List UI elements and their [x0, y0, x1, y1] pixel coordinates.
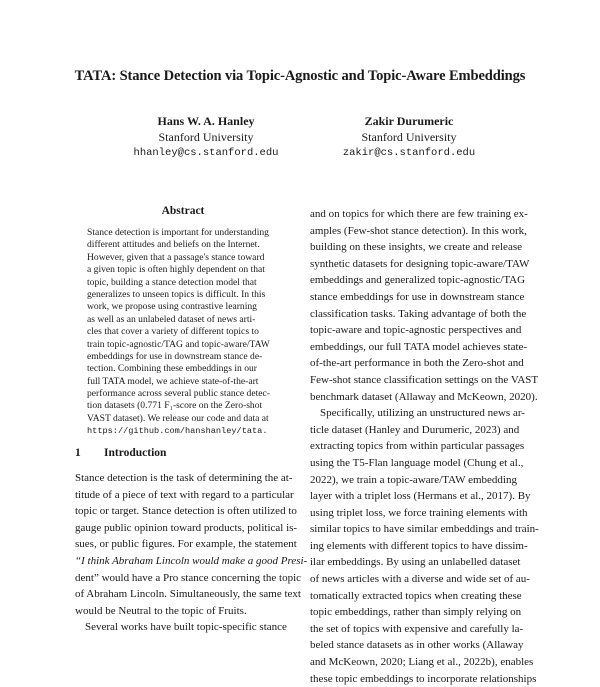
body-line: these topic embeddings to incorporate relationships [310, 672, 537, 685]
section-heading [75, 447, 166, 459]
body-line: embeddings, our full TATA model achieves state- [310, 340, 528, 353]
abstract-line: generalizes to unseen topics is difficult. In this [87, 288, 266, 300]
author-block-2 [299, 113, 519, 161]
section-number: 1 [75, 447, 81, 459]
abstract-line: cles that cover a variety of different topics to [87, 326, 259, 338]
body-line: using triplet loss, we force training elements with [310, 506, 528, 519]
body-line: the set of topics with expensive and carefully la- [310, 622, 524, 635]
abstract-line: Stance detection is important for understanding [87, 227, 269, 238]
body-line: extracting topics from within particular passages [310, 440, 525, 453]
body-line: embeddings and generalized topic-agnostic/TAG [310, 274, 526, 287]
body-line: similar topics to have similar embeddings and train- [310, 523, 539, 536]
body-line: of news articles with a diverse and wide set of au- [310, 573, 530, 586]
body-line: amples (Few-shot stance detection). In this work, [310, 224, 527, 237]
author-name: Hans W. A. Hanley [157, 114, 255, 128]
body-line: Few-shot stance classification settings on the VAST [310, 373, 539, 386]
body-line: and on topics for which there are few training ex- [310, 208, 528, 220]
body-line: ing elements with different topics to have dissim- [310, 539, 528, 552]
body-line: ilar embeddings. By using an unlabelled dataset [310, 556, 521, 569]
author-email: hhanley@cs.stanford.edu [133, 147, 279, 159]
abstract-line: embeddings for use in downstream stance de- [87, 350, 263, 362]
body-line: using the T5-Flan language model (Chung et al., [310, 456, 524, 469]
body-line: ticle dataset (Hanley and Durumeric, 2023) and [310, 423, 520, 436]
intro-line: would be Neutral to the topic of Fruits. [75, 604, 247, 617]
intro-line: sues, or public figures. For example, the statement [75, 538, 297, 551]
section-title: Introduction [104, 447, 167, 459]
paper-title: TATA: Stance Detection via Topic-Agnostic and Topic-Aware Embeddings [74, 68, 526, 84]
author-block-1 [96, 113, 316, 161]
intro-line: gauge public opinion toward products, political is- [75, 521, 298, 534]
body-line: topic embeddings, rather than simply relying on [310, 606, 522, 619]
author-name: Zakir Durumeric [364, 114, 454, 128]
author-email: zakir@cs.stanford.edu [342, 147, 476, 159]
author-affiliation: Stanford University [158, 130, 254, 144]
intro-line: of Abraham Lincoln. Simultaneously, the same text [75, 588, 301, 601]
abstract-line: However, given that a passage's stance toward [87, 251, 265, 263]
body-line: topic-aware and topic-agnostic perspectives and [310, 324, 522, 337]
intro-line: Several works have built topic-specific stance [85, 621, 287, 634]
abstract-line: as well as an unlabeled dataset of news arti- [87, 313, 256, 325]
body-line: beled stance datasets as in other works (Allaway [310, 639, 524, 652]
body-line: layer with a triplet loss (Hermans et al., 2017). By [310, 490, 531, 503]
intro-line: topic or target. Stance detection is often utilized to [75, 505, 297, 518]
body-line: building on these insights, we create and release [310, 241, 522, 254]
abstract-line: train topic-agnostic/TAG and topic-aware/TAW [87, 338, 270, 350]
abstract-line: performance across several public stance detec- [87, 388, 270, 400]
body-line: Specifically, utilizing an unstructured news ar- [320, 407, 525, 420]
intro-body [75, 470, 308, 636]
intro-line: Stance detection is the task of determining the at- [75, 472, 293, 484]
intro-line: titude of a piece of text with regard to a particular [75, 488, 294, 501]
intro-line: dent” would have a Pro stance concerning the topic [75, 571, 302, 584]
body-line: of-the-art performance in both the Zero-shot and [310, 357, 524, 370]
body-line: benchmark dataset (Allaway and McKeown, 2020). [310, 390, 538, 403]
right-column-body [310, 206, 539, 687]
body-line: stance embeddings for use in downstream stance [310, 290, 525, 303]
abstract-line: work, we propose using contrastive learning [87, 301, 257, 313]
intro-line: “I think Abraham Lincoln would make a good Presi- [75, 554, 308, 567]
abstract-line: different attitudes and beliefs on the Internet. [87, 239, 260, 251]
abstract-heading: Abstract [161, 205, 205, 217]
abstract-line: a given topic is often highly dependent on that [87, 264, 265, 276]
abstract-line: topic, building a stance detection model that [87, 276, 257, 288]
abstract-line: full TATA model, we achieve state-of-the-art [87, 375, 259, 387]
body-line: and McKeown, 2020; Liang et al., 2022b), enables [310, 656, 534, 669]
author-affiliation: Stanford University [361, 130, 457, 144]
body-line: tomatically extracted topics when creating these [310, 589, 522, 602]
body-line: 2022), we train a topic-aware/TAW embedding [310, 473, 517, 486]
abstract-body [87, 227, 280, 438]
body-line: synthetic datasets for designing topic-aware/TAW [310, 257, 530, 270]
abstract-url-link[interactable]: https://github.com/hanshanley/tata. [87, 426, 268, 437]
body-line: classification tasks. Taking advantage of both the [310, 307, 527, 320]
abstract-line: tion datasets (0.771 F₁-score on the Zero-shot [87, 400, 263, 412]
abstract-line: VAST dataset). We release our code and data at [87, 412, 269, 424]
abstract-line: tection. Combining these embeddings in our [87, 363, 257, 375]
